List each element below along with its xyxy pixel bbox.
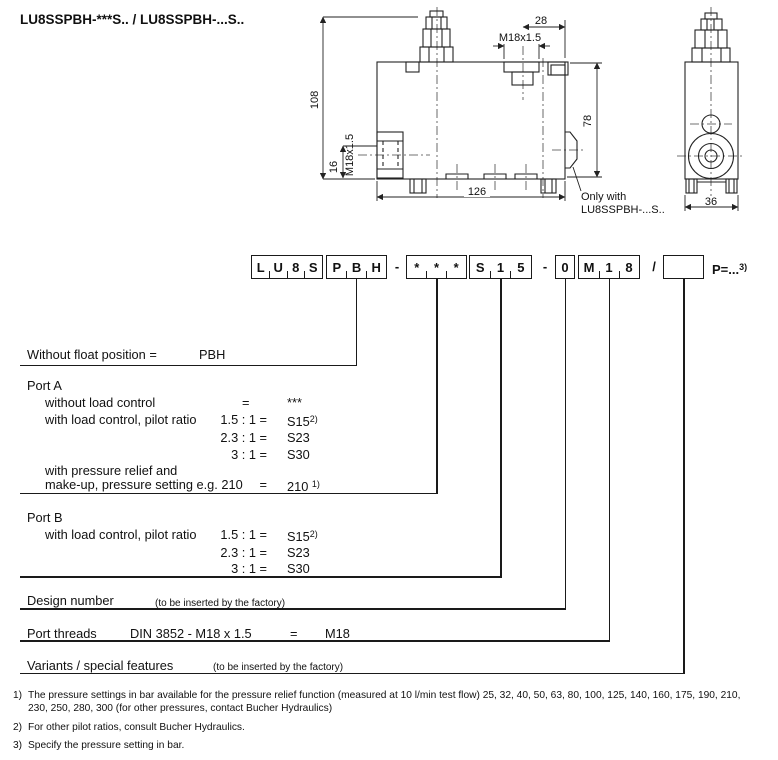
connector-threads — [609, 279, 611, 642]
page-title: LU8SSPBH-***S.. / LU8SSPBH-...S.. — [20, 12, 245, 27]
code-char: S — [305, 260, 323, 275]
port-b-ratio-15: 1.5 : 1 = — [220, 527, 267, 542]
end-view — [685, 13, 738, 193]
design-number-note: (to be inserted by the factory) — [155, 598, 286, 609]
code-char: P — [332, 259, 342, 275]
port-a-load-control-label: with load control, pilot ratio — [45, 412, 197, 427]
port-a-value-s15: S15$^{2)}$ — [287, 414, 318, 429]
footnote-1-line1: The pressure settings in bar available for the pressure relief function (measured at 10 l/min test flow) 25, 32, 40, 50, 63, 80, 100, 125, 140, 160, 175, 190, 210, — [28, 690, 741, 701]
code-char: U — [270, 260, 288, 275]
code-char: 1 — [490, 260, 510, 275]
dim-36-label: 36 — [704, 196, 718, 208]
code-char: 8 — [619, 260, 639, 275]
code-char: L — [256, 259, 265, 275]
connector-design — [565, 279, 567, 610]
code-separator-dash1: - — [394, 259, 400, 274]
only-with-note-line1: Only with — [581, 191, 627, 203]
footnote-3-marker: 3) — [13, 740, 23, 751]
port-a-ratio-30: 3 : 1 = — [231, 447, 267, 462]
code-box-series — [251, 255, 323, 279]
port-b-ratio-30: 3 : 1 = — [231, 561, 267, 576]
valve-technical-drawing — [295, 5, 770, 227]
code-box-float — [326, 255, 387, 279]
float-position-value: PBH — [199, 347, 226, 362]
float-position-label: Without float position = — [27, 347, 157, 362]
connector-variants — [683, 279, 685, 674]
code-separator-dash2: - — [542, 259, 548, 274]
code-char: 0 — [561, 259, 569, 275]
port-threads-value: M18 — [325, 626, 350, 641]
port-a-no-load-control-eq: = — [242, 395, 250, 410]
connector-port-a — [436, 279, 438, 494]
footnote-2-marker: 2) — [13, 722, 23, 733]
port-b-ratio-23: 2.3 : 1 = — [220, 545, 267, 560]
footnote-2-text: For other pilot ratios, consult Bucher Hydraulics. — [28, 722, 245, 733]
rule-threads — [20, 640, 610, 642]
port-a-no-load-control-label: without load control — [45, 395, 156, 410]
rule-float — [20, 365, 357, 367]
port-a-title: Port A — [27, 378, 62, 393]
thread-left-label: M18x1.5 — [344, 133, 356, 177]
port-a-ratio-15: 1.5 : 1 = — [220, 412, 267, 427]
design-number-label: Design number — [27, 593, 114, 608]
rule-design — [20, 608, 566, 610]
code-box-threads — [578, 255, 640, 279]
footnote-3-text: Specify the pressure setting in bar. — [28, 740, 185, 751]
port-a-relief-value: 210 $^{1)}$ — [287, 479, 320, 494]
code-char: * — [414, 259, 420, 275]
code-char: M — [583, 259, 595, 275]
dim-126-label: 126 — [467, 186, 487, 198]
code-char: 8 — [287, 260, 305, 275]
thread-top-label: M18x1.5 — [498, 32, 542, 44]
code-separator-slash: / — [652, 259, 656, 274]
dimension-lines — [323, 17, 738, 211]
port-b-value-s23: S23 — [287, 545, 310, 560]
port-a-ratio-23: 2.3 : 1 = — [220, 430, 267, 445]
footnote-1-line2: 230, 250, 280, 300 (for other pressures, contact Bucher Hydraulics) — [28, 703, 333, 714]
code-char: 1 — [599, 260, 619, 275]
footnote-1-marker: 1) — [13, 690, 23, 701]
port-threads-label: Port threads — [27, 626, 97, 641]
code-box-design — [555, 255, 575, 279]
port-b-value-s30: S30 — [287, 561, 310, 576]
pressure-setting-suffix: P=...$^{3)}$ — [712, 262, 748, 277]
port-threads-eq: = — [290, 626, 298, 641]
port-a-relief-eq: = — [259, 477, 267, 492]
only-with-note-line2: LU8SSPBH-...S.. — [581, 204, 665, 216]
dim-78-label: 78 — [582, 114, 594, 128]
variants-note: (to be inserted by the factory) — [213, 662, 344, 673]
code-char: H — [366, 260, 386, 275]
code-box-variants — [663, 255, 704, 279]
connector-port-b — [500, 279, 502, 578]
code-char: * — [427, 260, 447, 275]
code-char: 5 — [511, 260, 531, 275]
port-a-no-load-control-value: *** — [287, 395, 302, 410]
port-a-value-s30: S30 — [287, 447, 310, 462]
port-b-value-s15: S15$^{2)}$ — [287, 529, 318, 544]
port-a-relief-line1: with pressure relief and — [45, 463, 178, 478]
port-a-value-s23: S23 — [287, 430, 310, 445]
rule-port-a — [20, 493, 438, 495]
dim-16-label: 16 — [328, 160, 340, 174]
code-box-port-a — [406, 255, 467, 279]
code-char: * — [446, 260, 466, 275]
code-char: B — [347, 260, 367, 275]
centerlines — [358, 7, 745, 199]
port-threads-spec: DIN 3852 - M18 x 1.5 — [130, 626, 252, 641]
code-char: S — [475, 259, 485, 275]
connector-float — [356, 279, 358, 366]
port-a-relief-line2: make-up, pressure setting e.g. 210 — [45, 477, 243, 492]
port-b-title: Port B — [27, 510, 63, 525]
dim-108-label: 108 — [309, 90, 321, 110]
front-view — [377, 11, 577, 193]
code-box-port-b — [469, 255, 532, 279]
variants-label: Variants / special features — [27, 658, 174, 673]
port-b-load-control-label: with load control, pilot ratio — [45, 527, 197, 542]
dim-28-label: 28 — [534, 15, 548, 27]
rule-port-b — [20, 576, 502, 578]
